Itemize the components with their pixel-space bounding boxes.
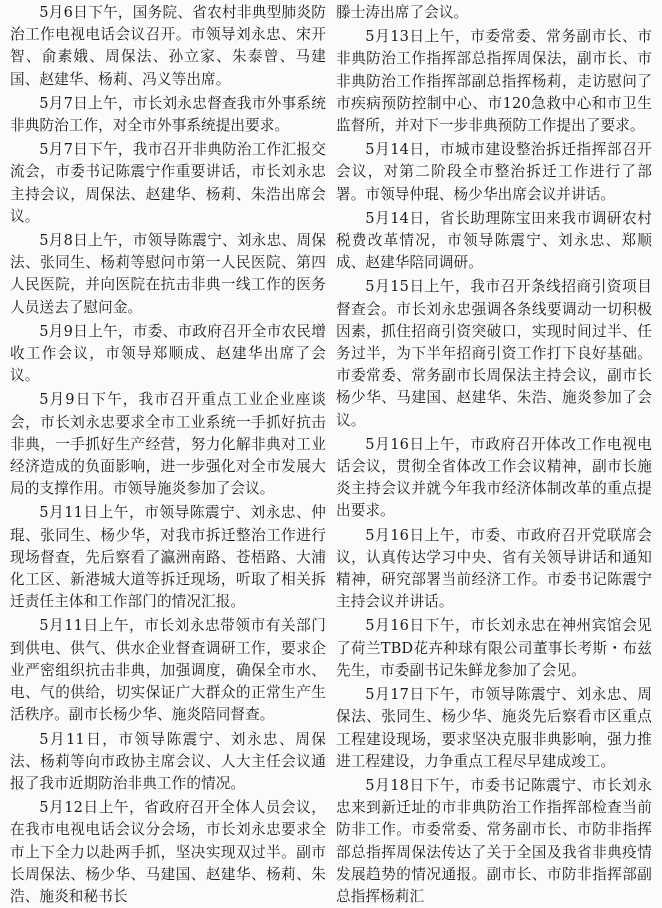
paragraph: 5月9日上午，市委、市政府召开全市农民增收工作会议，市领导郑顺成、赵建华出席了会议。 bbox=[10, 322, 326, 385]
paragraph: 5月11日上午，市领导陈震宁、刘永忠、仲琨、张同生、杨少华，对我市拆迁整治工作进行现场督查，先后察看了瀛洲南路、苍梧路、大浦化工区、新港城大道等拆迁现场，听取了相关拆迁责任主体和工作部门的情况汇报。 bbox=[10, 504, 326, 611]
paragraph: 5月12日上午，省政府召开全体人员会议，在我市电视电话会议分会场，市长刘永忠要求全市上下全力以赴两手抓，坚决实现双过半。副市长周保法、杨少华、马建国、赵建华、杨莉、朱浩、施炎和秘书长 bbox=[10, 799, 326, 905]
paragraph: 5月14日，省长助理陈宝田来我市调研农村税费改革情况，市领导陈震宁、刘永忠、郑顺成、赵建华陪同调研。 bbox=[336, 209, 652, 272]
paragraph: 5月11日上午，市长刘永忠带领市有关部门到供电、供气、供水企业督查调研工作，要求企业严密组织抗击非典，加强调度，确保全市水、电、气的供给，切实保证广大群众的正常生产生活秩序。副市长杨少华、施炎陪同督查。 bbox=[10, 617, 326, 724]
paragraph: 5月14日，市城市建设整治拆迁指挥部召开会议，对第二阶段全市整治拆迁工作进行了部署。市领导仲琨、杨少华出席会议并讲话。 bbox=[336, 141, 652, 203]
paragraph: 5月18日下午，市委书记陈震宁、市长刘永忠来到新迁址的市非典防治工作指挥部检查当前防非工作。市委常委、常务副市长、市防非指挥部总指挥周保法传达了关于全国及我省非典疫情发展趋势的情况通报。副市长、市防非指挥部副总指挥杨莉汇 bbox=[336, 776, 652, 905]
paragraph: 5月9日下午，我市召开重点工业企业座谈会，市长刘永忠要求全市工业系统一手抓好抗击非典，一手抓好生产经营，努力化解非典对工业经济造成的负面影响，进一步强化对全市发展大局的支撑作用。市领导施炎参加了会议。 bbox=[10, 391, 326, 498]
paragraph: 5月17日下午，市领导陈震宁、刘永忠、周保法、张同生、杨少华、施炎先后察看市区重点工程建设现场，要求坚决克服非典影响，强力推进工程建设，力争重点工程尽早建成竣工。 bbox=[336, 686, 652, 770]
paragraph: 5月16日上午，市政府召开体改工作电视电话会议，贯彻全省体改工作会议精神，副市长施炎主持会议并就今年我市经济体制改革的重点提出要求。 bbox=[336, 435, 652, 520]
right-column bbox=[336, 2, 652, 905]
paragraph: 5月11日，市领导陈震宁、刘永忠、周保法、杨莉等向市政协主席会议、人大主任会议通报了我市近期防治非典工作的情况。 bbox=[10, 730, 326, 792]
paragraph: 5月7日下午，我市召开非典防治工作汇报交流会，市委书记陈震宁作重要讲话，市长刘永忠主持会议，周保法、赵建华、杨莉、朱浩出席会议。 bbox=[10, 141, 326, 225]
paragraph: 5月13日上午，市委常委、常务副市长、市非典防治工作指挥部总指挥周保法，副市长、市非典防治工作指挥部副总指挥杨莉，走访慰问了市疾病预防控制中心、市120急救中心和市卫生监督所，并对下一步非典预防工作提出了要求。 bbox=[336, 28, 652, 135]
paragraph: 5月15日上午，我市召开条线招商引资项目督查会。市长刘永忠强调各条线要调动一切积极因素，抓住招商引资突破口，实现时间过半、任务过半，为下半年招商引资工作打下良好基础。市委常委、常务副市长周保法主持会议，副市长杨少华、马建国、赵建华、朱浩、施炎参加了会议。 bbox=[336, 278, 652, 429]
left-column bbox=[10, 2, 326, 905]
paragraph: 5月7日上午，市长刘永忠督查我市外事系统非典防治工作，对全市外事系统提出要求。 bbox=[10, 94, 326, 135]
paragraph-continuation: 滕士涛出席了会议。 bbox=[336, 4, 469, 21]
paragraph: 5月8日上午，市领导陈震宁、刘永忠、周保法、张同生、杨莉等慰问市第一人民医院、第四人民医院，并向医院在抗击非典一线工作的医务人员送去了慰问金。 bbox=[10, 232, 326, 316]
paragraph: 5月6日下午，国务院、省农村非典型肺炎防治工作电视电话会议召开。市领导刘永忠、宋开智、俞素娥、周保法、孙立家、朱泰曾、马建国、赵建华、杨莉、冯义等出席。 bbox=[10, 4, 326, 88]
paragraph: 5月16日下午，市长刘永忠在神州宾馆会见了荷兰TBD花卉种球有限公司董事长考斯・布兹先生，市委副书记朱鲜龙参加了会见。 bbox=[336, 617, 652, 679]
paragraph: 5月16日上午，市委、市政府召开党联席会议，认真传达学习中央、省有关领导讲话和通知精神，研究部署当前经济工作。市委书记陈震宁主持会议并讲话。 bbox=[336, 526, 652, 611]
